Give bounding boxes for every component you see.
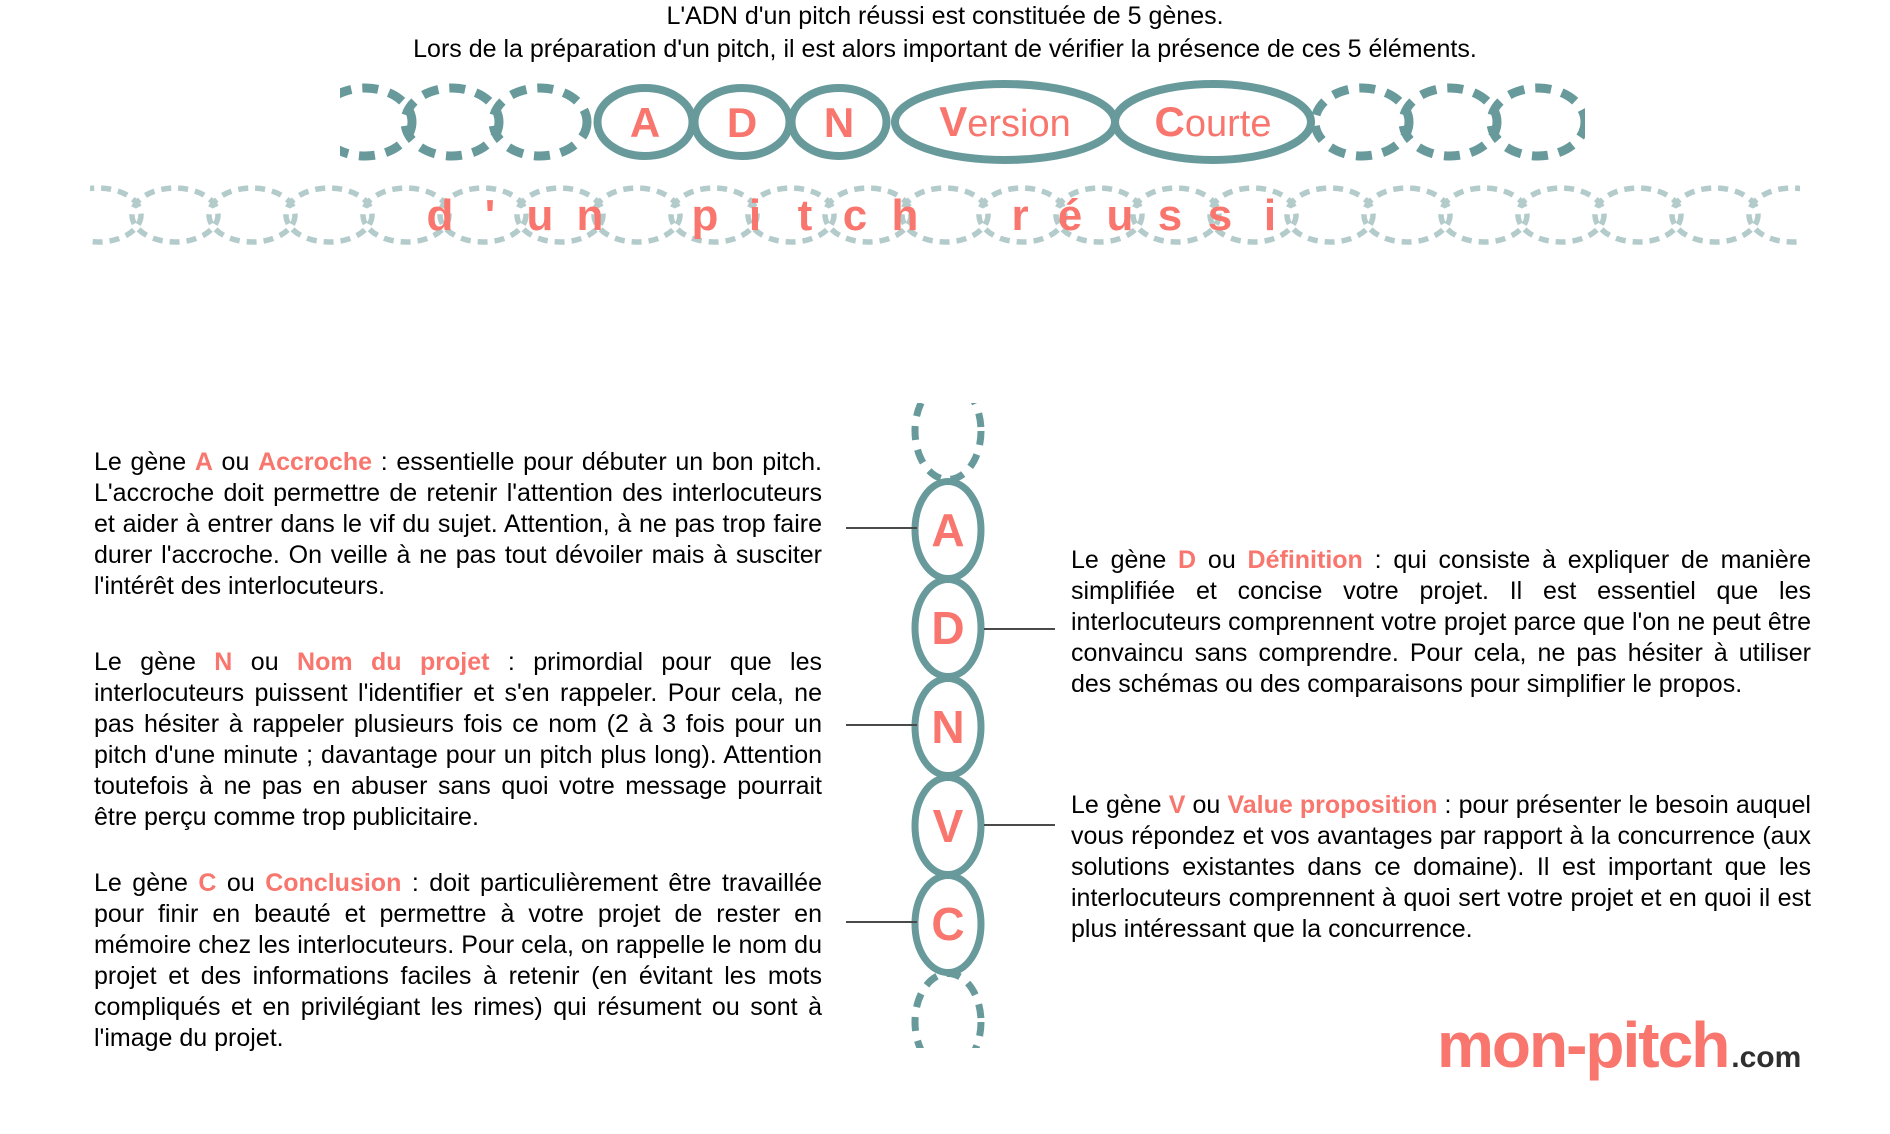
subtitle-letter: u: [1106, 191, 1134, 240]
logo-tld: .com: [1731, 1041, 1802, 1074]
subtitle-letter: s: [1207, 191, 1233, 240]
intro-line-2: Lors de la préparation d'un pitch, il est alors important de vérifier la présence de ces 5 éléments.: [413, 35, 1477, 63]
subtitle-letter: é: [1057, 191, 1083, 240]
gene-n-name: Nom du projet: [297, 648, 490, 676]
gene-a-conj: ou: [212, 448, 259, 476]
strand-link-C: [915, 876, 981, 973]
gene-n-lead: Le gène: [94, 648, 215, 676]
logo: [1437, 1008, 1801, 1082]
chain-dashed-links-left: [340, 88, 587, 156]
gene-v-name: Value proposition: [1227, 791, 1438, 819]
strand-link-D: [915, 580, 981, 677]
chain-letter-d: D: [726, 99, 758, 146]
chain-link-A: [598, 88, 693, 156]
gene-c-conj: ou: [216, 869, 266, 897]
gene-c-paragraph: [94, 868, 822, 1054]
strand-dashed-bottom: [915, 974, 981, 1049]
strand-link-N: [915, 679, 981, 776]
gene-c-body: : doit particulièrement être travaillée pour finir en beauté et permettre à votre projet de rester en mémoire chez les interlocuteurs. Pour cela, on rappelle le nom du projet et des informations faciles à retenir (en évitant les mots compliqués et en privilégiant les rimes) qui résument ou sont à l'image du projet.: [94, 869, 822, 1052]
gene-n-body: : primordial pour que les interlocuteurs puissent l'identifier et s'en rappeler. Pour cela, ne pas hésiter à rappeler plusieurs fois ce nom (2 à 3 fois pour un pitch d'une minute ; davantage pour un pitch plus long). Attention toutefois à ne pas en abuser sans quoi votre message pourrait être perçu comme trop publicitaire.: [94, 648, 822, 831]
gene-v-body: : pour présenter le besoin auquel vous répondez et vos avantages par rapport à la concurrence (aux solutions existantes dans ce domaine). Il est important que les interlocuteurs comprennent à quoi sert votre projet et en quoi il est plus intéressant que la concurrence.: [1071, 791, 1811, 943]
gene-d-body: : qui consiste à expliquer de manière simplifiée et concise votre projet. Il est essentiel que les interlocuteurs comprennent votre projet parce que l'on ne peut être convaincu sans comprendre. Pour cela, ne pas hésiter à utiliser des schémas ou des comparaisons pour simplifier le propos.: [1071, 546, 1811, 698]
subtitle-letter: i: [1263, 191, 1277, 240]
chain-link-version: [895, 84, 1115, 160]
gene-v-paragraph: [1071, 790, 1811, 945]
title-chain: [340, 70, 1585, 175]
chain-word-courte: [1155, 98, 1272, 145]
gene-v-conj: ou: [1185, 791, 1228, 819]
strand-letter-v: V: [932, 800, 964, 852]
connector-line-v: [984, 824, 1055, 826]
gene-d-name: Définition: [1247, 546, 1363, 574]
gene-v-letter: V: [1168, 791, 1186, 819]
gene-d-lead: Le gène: [1071, 546, 1179, 574]
subtitle-letter: d: [426, 191, 454, 240]
intro-text: [0, 0, 1890, 66]
courte-initial: C: [1154, 98, 1185, 145]
subtitle-letter: t: [797, 191, 813, 240]
subtitle-letter: p: [691, 191, 719, 240]
chain-link-courte: [1115, 84, 1311, 160]
chain-letter-n: N: [823, 99, 855, 146]
subtitle-letter: r: [1011, 191, 1029, 240]
strand-letter-c: C: [931, 898, 965, 950]
gene-d-conj: ou: [1196, 546, 1248, 574]
gene-c-name: Conclusion: [265, 869, 402, 897]
gene-c-letter: C: [198, 869, 217, 897]
strand-link-V: [915, 778, 981, 875]
gene-d-letter: D: [1178, 546, 1197, 574]
gene-v-lead: Le gène: [1071, 791, 1169, 819]
gene-a-name: Accroche: [258, 448, 373, 476]
gene-n-letter: N: [214, 648, 233, 676]
subtitle-letter: ': [484, 191, 496, 240]
gene-d-paragraph: [1071, 545, 1811, 700]
strand-letter-d: D: [931, 602, 965, 654]
strand-letter-n: N: [931, 701, 965, 753]
subtitle-letters: [0, 188, 1890, 248]
chain-word-version: [939, 98, 1071, 145]
logo-brand: mon-pitch: [1437, 1009, 1729, 1081]
gene-n-paragraph: [94, 647, 822, 833]
chain-letter-a: A: [629, 99, 661, 146]
subtitle-letter: u: [526, 191, 554, 240]
chain-link-D: [695, 88, 790, 156]
courte-rest: ourte: [1184, 103, 1272, 145]
gene-a-body: : essentielle pour débuter un bon pitch. L'accroche doit permettre de retenir l'attention des interlocuteurs et aider à entrer dans le vif du sujet. Attention, à ne pas trop faire durer l'accroche. On veille à ne pas tout dévoiler mais à susciter l'intérêt des interlocuteurs.: [94, 448, 822, 600]
gene-a-paragraph: [94, 447, 822, 602]
intro-line-1: L'ADN d'un pitch réussi est constituée de 5 gènes.: [666, 2, 1224, 30]
strand-dashed-top: [915, 403, 981, 480]
strand-link-A: [915, 482, 981, 579]
subtitle-letter: n: [576, 191, 604, 240]
chain-link-N: [792, 88, 887, 156]
subtitle-letter: s: [1157, 191, 1183, 240]
subtitle-letter: h: [891, 191, 919, 240]
version-initial: V: [939, 98, 968, 145]
connector-line-a: [846, 527, 917, 529]
subtitle-letter: i: [748, 191, 762, 240]
connector-line-n: [846, 724, 917, 726]
chain-dashed-links-right: [1315, 88, 1585, 156]
version-rest: ersion: [967, 103, 1071, 145]
gene-n-conj: ou: [232, 648, 298, 676]
strand-letter-a: A: [931, 504, 965, 556]
gene-c-lead: Le gène: [94, 869, 199, 897]
connector-line-d: [984, 628, 1055, 630]
gene-a-letter: A: [194, 448, 213, 476]
connector-line-c: [846, 921, 917, 923]
subtitle-letter: c: [842, 191, 868, 240]
gene-a-lead: Le gène: [94, 448, 195, 476]
